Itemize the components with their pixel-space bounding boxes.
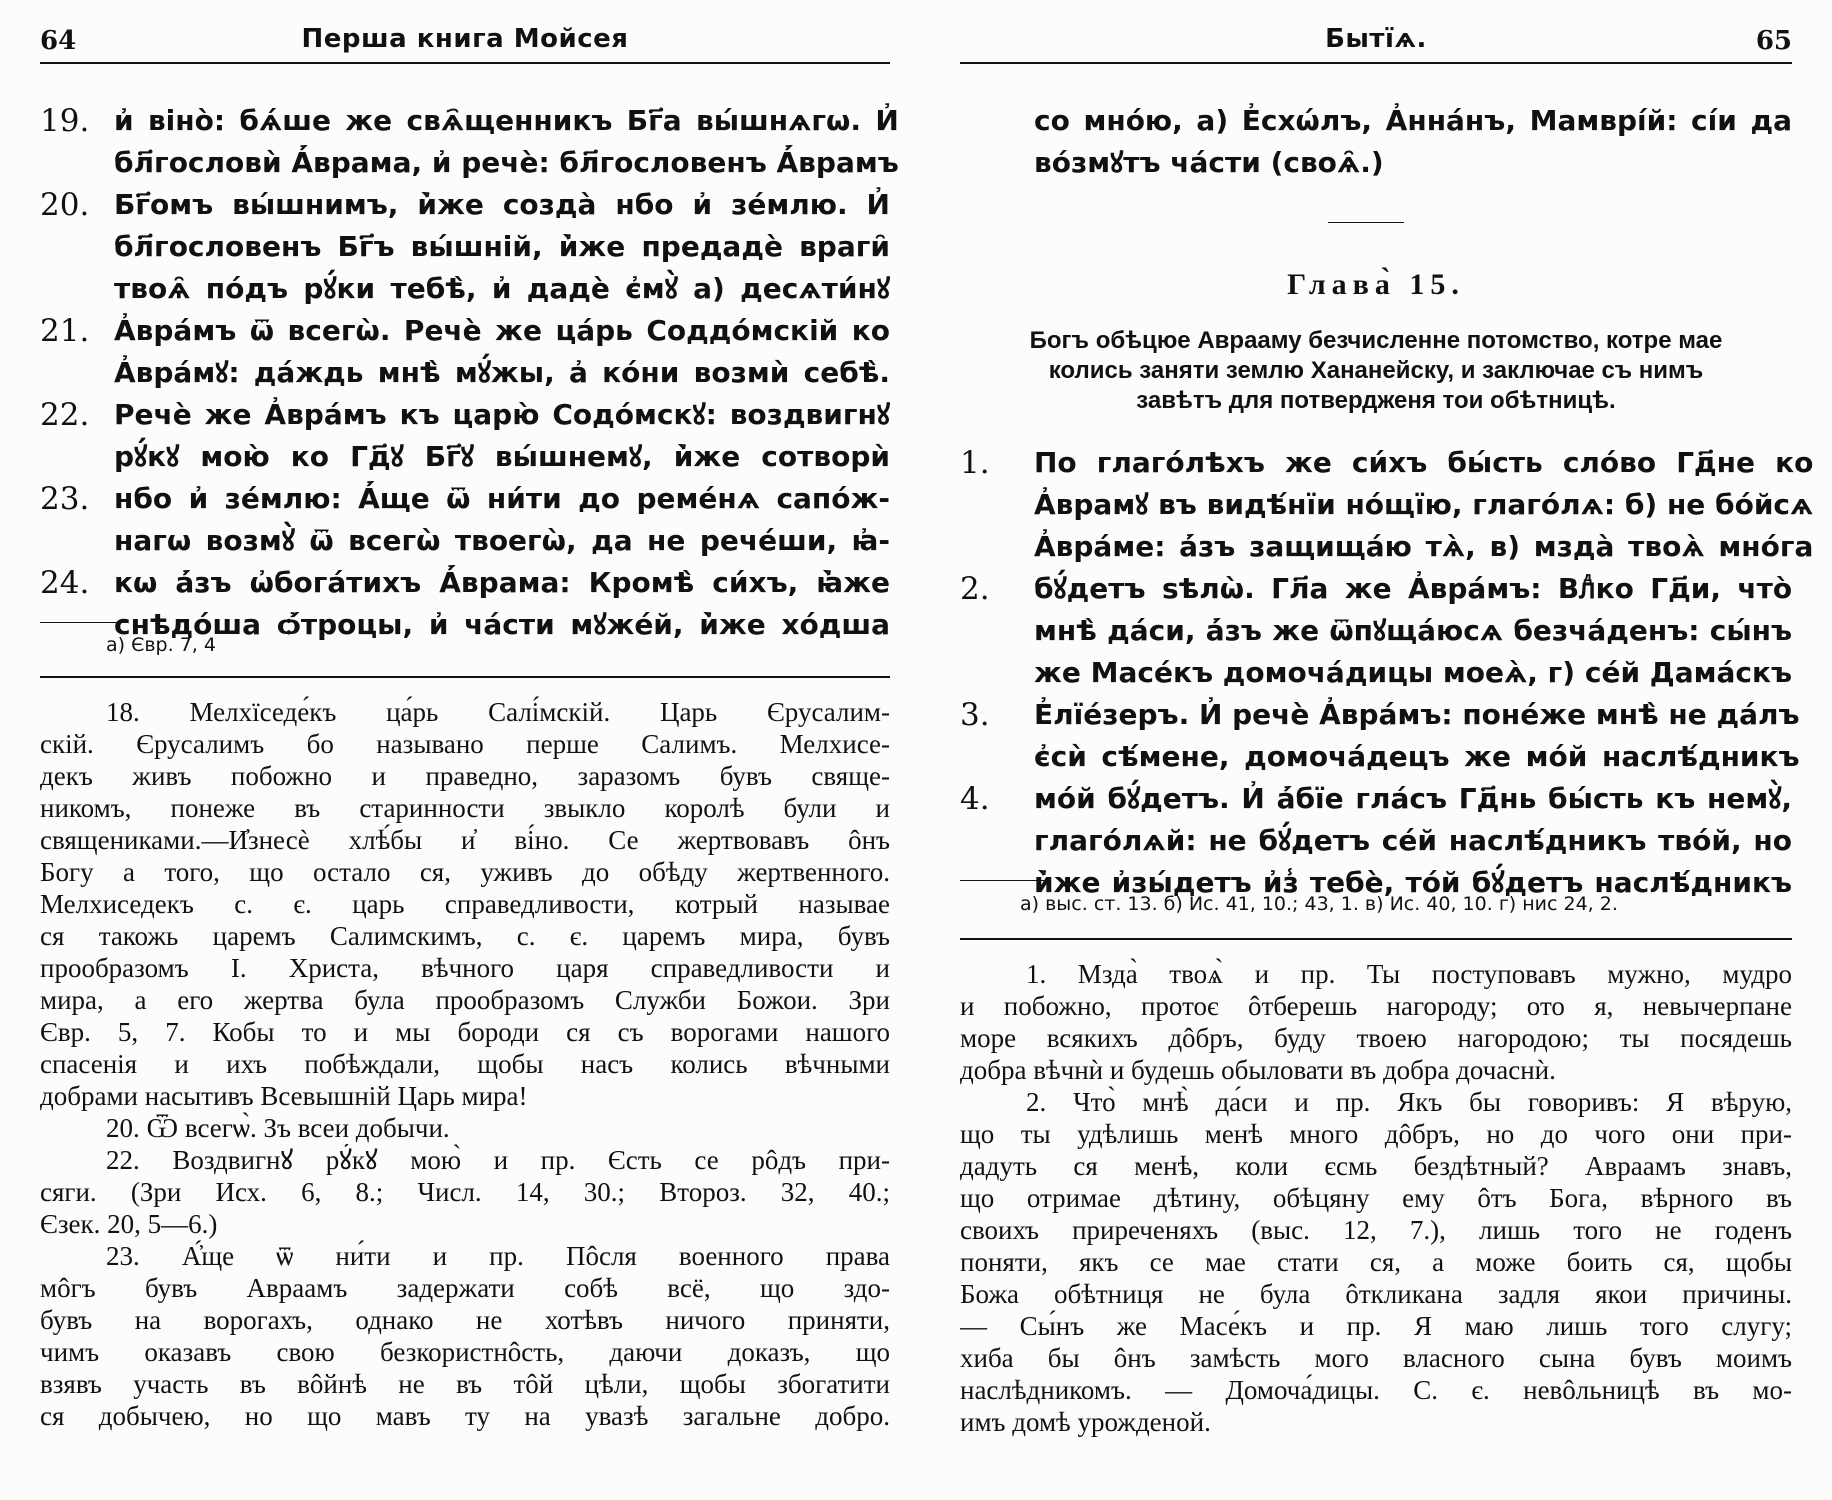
verse-line: А҆вра́мъ ѿ всегѡ̀. Речѐ же ца́рь Соддо́мскій ко <box>114 314 890 347</box>
verse-line: же Масе́къ домоча́дицы моеѧ̀, г) се́й Дама́скъ <box>1034 656 1793 689</box>
verse-line: Бг҃омъ вы́шнимъ, и҆̀же созда̀ нбо и҆ зе́млю. И҆ <box>114 188 890 221</box>
commentary <box>960 958 1792 1438</box>
commentary-line: добра вѣчнѝ и будешь обыловати въ добра дочаснѝ. <box>960 1055 1556 1085</box>
verse-number-blank <box>960 100 1034 184</box>
verse-line: рꙋ́кꙋ мою̀ ко Гд҃ꙋ Бг҃ꙋ вы́шнемꙋ, и҆̀же сотворѝ <box>114 440 890 473</box>
verse-number: 22. <box>40 397 90 433</box>
commentary-line: никомъ, понеже въ старинности звыкло королѣ були и <box>40 793 890 823</box>
verse-number: 1. <box>960 445 990 481</box>
commentary-line: Божа обѣтниця не була ôткликана задля якои причины. <box>960 1279 1792 1309</box>
commentary-line: 23. А҆́ще ѿ ни́ти и пр. Пôсля военного права <box>106 1241 890 1271</box>
commentary-line: 2. Что̀ мнѣ̀ да́си и пр. Якъ бы говоривъ: Я вѣрую, <box>1026 1087 1792 1117</box>
commentary-line: 1. Мзда̀ твоѧ̀ и пр. Ты поступовавъ мужно, мудро <box>1026 959 1792 989</box>
verse <box>40 394 890 478</box>
chapter-heading: Глава̀ 15. <box>1287 268 1465 301</box>
verse <box>40 478 890 562</box>
commentary-line: Євр. 5, 7. Кобы то и мы бороди ся съ ворогами нашого <box>40 1017 890 1047</box>
verse-number: 2. <box>960 571 990 607</box>
commentary-line: мира, а его жертва була прообразомъ Служби Божои. Зри <box>40 985 890 1015</box>
commentary-line: декъ живъ побожно и праведно, заразомъ бувъ свяще- <box>40 761 890 791</box>
section-divider <box>40 676 890 678</box>
verse-number: 24. <box>40 565 90 601</box>
verse <box>960 778 1792 904</box>
verse-line: нагѡ возмꙋ̀ ѿ всегѡ̀ твоегѡ̀, да не рече́ши, ꙗ҆- <box>114 524 890 557</box>
commentary-line: бувъ на ворогахъ, однако не хотѣвъ ничого приняти, <box>40 1305 890 1335</box>
commentary-line: — Сы́нъ же Масе́къ и пр. Я маю лишь того слугу; <box>960 1311 1792 1341</box>
verse-line: є҆сѝ сѣ́мене, домоча́децъ же мо́й наслѣ́дникъ <box>1034 740 1800 773</box>
commentary-line: чимъ оказавъ свою безкористнôсть, даючи доказъ, що <box>40 1337 890 1367</box>
verse <box>960 694 1800 778</box>
verse-number: 4. <box>960 781 990 817</box>
verse <box>960 100 1792 184</box>
verse-line: нбо и҆ зе́млю: А҆́ще ѿ ни́ти до реме́нѧ сапо́ж- <box>114 482 890 515</box>
summary-line: завѣтъ для потвердженя тои обѣтницѣ. <box>1136 387 1616 414</box>
scripture-verses <box>960 442 1814 904</box>
verse <box>40 184 890 310</box>
commentary-line: имъ домѣ урожденой. <box>960 1407 1211 1437</box>
commentary-line: добрами насытивъ Всевышній Царь мира! <box>40 1081 528 1111</box>
page-number: 65 <box>1755 26 1792 56</box>
commentary-line: своихъ приреченяхъ (выс. 12, 7.), лишь того не годенъ <box>960 1215 1792 1245</box>
verse-line: во́змꙋтъ ча́сти (своѧ̑.) <box>1034 146 1384 179</box>
verse-line: и҆ віно̀: бѧ́ше же свѧ҄щенникъ Бг҃а вы́шнѧгѡ. И҆ <box>114 104 899 137</box>
verse-number: 21. <box>40 313 90 349</box>
verse-continuation <box>960 100 1792 184</box>
verse-line: бꙋ́детъ ѕѣлѡ̀. Гл҃а же А҆вра́мъ: Влⷣко Гд҃и, что̀ <box>1034 572 1793 605</box>
verse-line: твоѧ̑ по́дъ рꙋ́ки тебѣ̀, и҆ дадѐ є҆мꙋ̀ а) десѧти́нꙋ <box>114 272 890 305</box>
commentary-line: скій. Єрусалимъ бо называно перше Салимъ. Мелхисе- <box>40 729 890 759</box>
commentary-line: ся такожь царемъ Салимскимъ, с. є. царемъ мира, бувъ <box>40 921 890 951</box>
commentary-line: и побожно, протоє ôтберешь нагороду; ото я, невычерпане <box>960 991 1792 1021</box>
commentary-line: Мелхиседекъ с. є. царь справедливости, котрый называе <box>40 889 890 919</box>
verse <box>960 442 1814 568</box>
running-title: Перша книга Мойсея <box>301 24 629 54</box>
section-divider <box>960 938 1792 940</box>
commentary-line: Богу а того, що остало ся, уживъ до обѣду жертвенного. <box>40 857 890 887</box>
running-title: Бытїѧ. <box>1325 24 1427 54</box>
scripture-verses <box>40 100 899 646</box>
commentary-line: священиками.—И҆знесѐ хлѣ́бы и҆ ві́но. Се жертвовавъ ôнъ <box>40 825 890 855</box>
verse-line: А҆вра́мꙋ: да́ждь мнѣ̀ мꙋ́жы, а҆ ко́ни возмѝ себѣ̀. <box>114 356 890 389</box>
verse-line: Речѐ же А҆вра́мъ къ царю̀ Содо́мскꙋ: воздвигнꙋ <box>114 398 890 431</box>
verse-number: 19. <box>40 103 90 139</box>
commentary-line: 18. Мелхїседе́къ ца́рь Салі́мскій. Царь Єрусалим- <box>106 697 890 727</box>
right-page-header <box>960 22 1792 64</box>
verse <box>40 310 890 394</box>
summary-line: колись заняти землю Хананейску, и заключае съ нимъ <box>1048 357 1704 384</box>
verse-number: 23. <box>40 481 90 517</box>
verse-number: 20. <box>40 187 90 223</box>
verse <box>40 100 899 184</box>
commentary-line: ся добычею, но що мавъ ту на увазѣ загальне добро. <box>40 1401 890 1431</box>
commentary-line: наслѣдникомъ. — Домоча́дицы. С. є. невôльницѣ въ мо- <box>960 1375 1792 1405</box>
left-page-header <box>40 22 890 64</box>
verse-line: мнѣ̀ да́си, а҆́зъ же ѿпꙋща́юсѧ безча́денъ: сы́нъ <box>1034 614 1793 647</box>
commentary-line: що ты удѣлишь менѣ много дôбръ, но до чого они при- <box>960 1119 1792 1149</box>
footnote: а) выс. ст. 13. б) Ис. 41, 10.; 43, 1. в) Ис. 40, 10. г) нис 24, 2. <box>1020 893 1618 915</box>
commentary-line: 20. Ѿ всегѡ̀. Зъ всеи добычи. <box>106 1113 450 1143</box>
verse-line: А҆вра́ме: а҆́зъ защища́ю тѧ̀, в) мзда̀ твоѧ̀ мно́га <box>1034 530 1814 563</box>
chapter-summary <box>960 326 1792 416</box>
summary-line: Богъ обѣцюе Аврааму безчисленне потомство, котре мае <box>1029 327 1723 354</box>
verse-line: Е҆лїе́зеръ. И҆ речѐ А҆вра́мъ: поне́же мнѣ̀ не да́лъ <box>1034 698 1800 731</box>
verse-number: 3. <box>960 697 990 733</box>
verse-line: и҆̀же и҆зы́детъ и҆з̾ тебѐ, то́й бꙋ́детъ наслѣ́дникъ <box>1034 866 1792 899</box>
verse-line: По глаго́лѣхъ же си́хъ бы́сть сло́во Гд҃не ко <box>1034 446 1814 479</box>
verse-line: бл҃гословенъ Бг҃ъ вы́шній, и҆̀же предадѐ враги̑ <box>114 230 890 263</box>
page-number: 64 <box>40 26 77 56</box>
left-page <box>0 0 910 1500</box>
verse-line: мо́й бꙋ́детъ. И҆ а҆́бїе гла́съ Гд҃нь бы́сть къ немꙋ̀, <box>1034 782 1792 815</box>
commentary-line: 22. Воздвигнꙋ рꙋ́кꙋ мою̀ и пр. Єсть се рôдъ при- <box>106 1145 890 1175</box>
verse-line: со мно́ю, а) Е҆схѡ́лъ, А҆нна́нъ, Мамврі́й: сі́и да <box>1034 104 1792 137</box>
footnote-rule <box>40 622 128 623</box>
commentary-line: спасенія и ихъ побѣждали, щобы насъ колись вѣчными <box>40 1049 890 1079</box>
commentary <box>40 696 890 1432</box>
commentary-line: мôгъ бувъ Авраамъ задержати собѣ всё, що здо- <box>40 1273 890 1303</box>
commentary-line: море всякихъ дôбръ, буду твоею нагородою; ты посядешь <box>960 1023 1792 1053</box>
footnote-rule <box>960 880 1048 881</box>
commentary-line: дадуть ся менѣ, коли єсмь бездѣтный? Авраамъ знавъ, <box>960 1151 1792 1181</box>
commentary-line: що отримае дѣтину, обѣцяну ему ôтъ Бога, вѣрного въ <box>960 1183 1792 1213</box>
commentary-line: взявъ участь въ вôйнѣ не въ тôй цѣли, щобы збогатити <box>40 1369 890 1399</box>
verse <box>960 568 1792 694</box>
commentary-line: Єзек. 20, 5—6.) <box>40 1209 218 1239</box>
ornamental-rule <box>1328 222 1404 223</box>
verse-line: А҆врамꙋ въ видѣ́нїи но́щїю, глаго́лѧ: б) не бо́йсѧ <box>1034 488 1814 521</box>
verse-line: снѣдо́ша ѻ҆́троцы, и҆ ча́сти мꙋже́й, и҆̀же хо́дша <box>114 608 890 641</box>
verse-line: кѡ а҆́зъ ѡ҆бога́тихъ А҆́врама: Кромѣ̀ си́хъ, ꙗ҆̀же <box>114 566 890 599</box>
footnote: а) Євр. 7, 4 <box>106 634 216 656</box>
commentary-line: сяги. (Зри Исх. 6, 8.; Числ. 14, 30.; Второз. 32, 40.; <box>40 1177 890 1207</box>
verse-line: глаго́лѧй: не бꙋ́детъ се́й наслѣ́дникъ тво́й, но <box>1034 824 1792 857</box>
commentary-line: поняти, якъ се мае стати ся, а може боить ся, щобы <box>960 1247 1792 1277</box>
commentary-line: прообразомъ І. Христа, вѣчного царя справедливости и <box>40 953 890 983</box>
commentary-line: хиба бы ôнъ замѣсть мого власного сына бувъ моимъ <box>960 1343 1792 1373</box>
verse-line: бл҃гословѝ А҆́врама, и҆ речѐ: бл҃гословенъ А҆́врамъ <box>114 146 899 179</box>
right-page <box>940 0 1832 1500</box>
